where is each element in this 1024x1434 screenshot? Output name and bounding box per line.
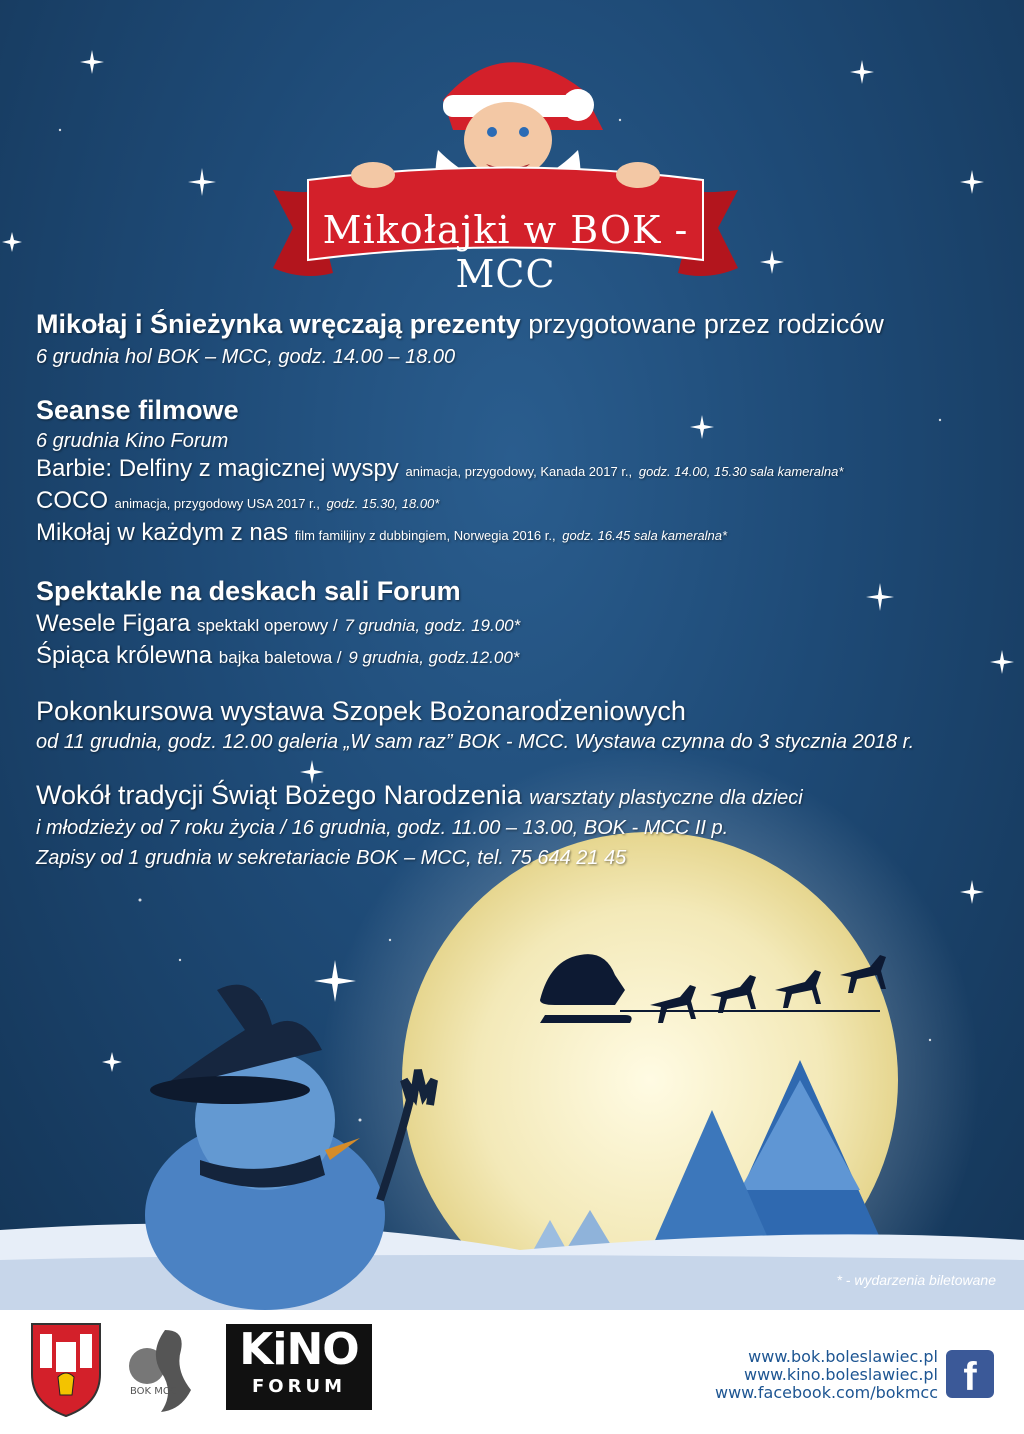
play-title: Śpiąca królewna (36, 642, 213, 669)
film-item (36, 518, 1006, 550)
play-time: 7 grudnia, godz. 19.00* (344, 616, 521, 635)
play-time: 9 grudnia, godz.12.00* (348, 648, 520, 667)
film-desc: animacja, przygodowy, Kanada 2017 r., (405, 464, 633, 479)
santa-banner (268, 40, 743, 296)
film-time: godz. 16.45 sala kameralna* (562, 528, 728, 543)
play-title: Wesele Figara (36, 610, 191, 637)
bok-mcc-logo-icon (125, 1322, 197, 1418)
banner-title: Mikołajki w BOK - MCC (322, 208, 689, 296)
plays-heading: Spektakle na deskach sali Forum (36, 576, 461, 606)
kino-logo-text: KiNO (239, 1324, 359, 1375)
event-santa-subtitle: przygotowane przez rodziców (528, 309, 884, 339)
link-bok[interactable]: www.bok.boleslawiec.pl (748, 1347, 938, 1366)
link-kino[interactable]: www.kino.boleslawiec.pl (744, 1365, 938, 1384)
film-title: Barbie: Delfiny z magicznej wyspy (36, 455, 399, 482)
workshop-registration: Zapisy od 1 grudnia w sekretariacie BOK – MCC, tel. 75 644 21 45 (36, 847, 627, 869)
link-facebook[interactable]: www.facebook.com/bokmcc (715, 1383, 938, 1402)
film-title: COCO (36, 487, 108, 514)
films-heading: Seanse filmowe (36, 395, 239, 425)
bok-logo-text: BOK MCC (130, 1386, 177, 1397)
city-coat-of-arms-icon (30, 1322, 102, 1418)
films-date: 6 grudnia Kino Forum (36, 430, 229, 452)
film-item (36, 454, 1006, 486)
event-santa-details: 6 grudnia hol BOK – MCC, godz. 14.00 – 18.00 (36, 346, 456, 368)
exhibition-title: Pokonkursowa wystawa Szopek Bożonarodzeniowych (36, 696, 686, 726)
film-title: Mikołaj w każdym z nas (36, 519, 289, 546)
workshop-title: Wokół tradycji Świąt Bożego Narodzenia (36, 780, 522, 810)
event-santa-title: Mikołaj i Śnieżynka wręczają prezenty (36, 309, 521, 339)
play-item (36, 641, 1006, 673)
forum-logo-text: FORUM (252, 1376, 346, 1397)
footer (0, 1310, 1024, 1434)
workshop-details: i młodzieży od 7 roku życia / 16 grudnia, godz. 11.00 – 13.00, BOK - MCC II p. (36, 817, 729, 839)
workshop-type: warsztaty plastyczne dla dzieci (529, 787, 803, 809)
film-time: godz. 14.00, 15.30 sala kameralna* (638, 464, 844, 479)
film-desc: animacja, przygodowy USA 2017 r., (114, 496, 320, 511)
film-time: godz. 15.30, 18.00* (326, 496, 440, 511)
play-desc: bajka baletowa / (218, 648, 342, 667)
play-desc: spektakl operowy / (196, 616, 338, 635)
kino-forum-logo (226, 1324, 372, 1410)
film-item (36, 486, 1006, 518)
film-desc: film familijny z dubbingiem, Norwegia 2016 r., (294, 528, 556, 543)
play-item (36, 609, 1006, 641)
workshop-title-line (36, 780, 1006, 813)
facebook-icon[interactable]: f (946, 1350, 994, 1398)
website-links (715, 1348, 938, 1402)
ticketed-footnote: * - wydarzenia biletowane (836, 1272, 996, 1288)
events-list (36, 306, 1006, 873)
exhibition-details: od 11 grudnia, godz. 12.00 galeria „W sam raz” BOK - MCC. Wystawa czynna do 3 stycznia 2018 r. (36, 731, 915, 753)
event-santa (36, 306, 1006, 342)
